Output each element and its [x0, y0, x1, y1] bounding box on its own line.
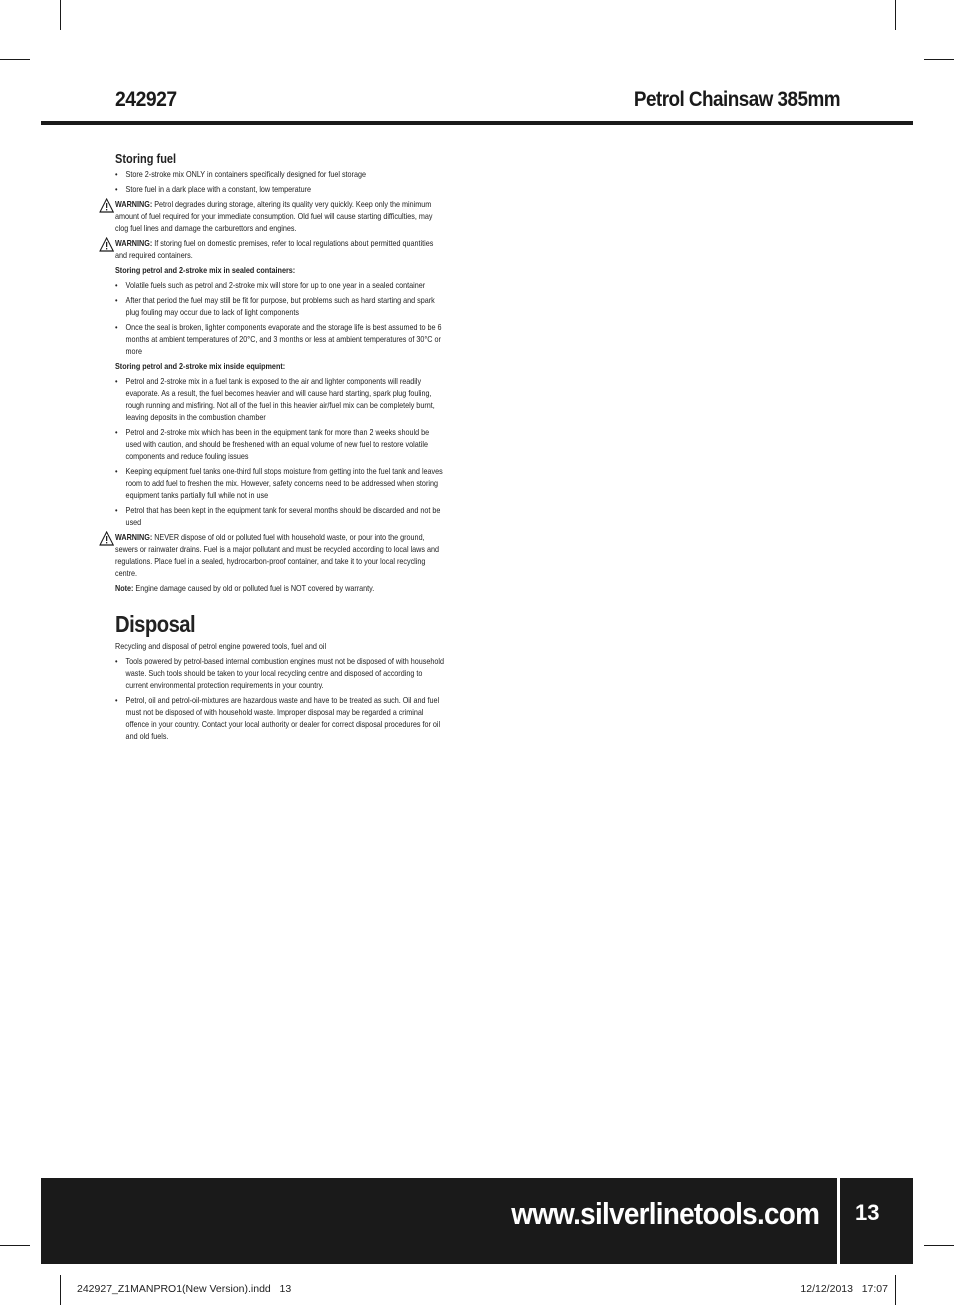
disposal-intro: Recycling and disposal of petrol engine powered tools, fuel and oil: [115, 642, 327, 651]
warning-triangle-icon: [99, 237, 114, 252]
content-column: [115, 152, 445, 746]
print-slug-file: 242927_Z1MANPRO1(New Version).indd 13: [77, 1283, 292, 1295]
list-item: • Tools powered by petrol-based internal combustion engines must not be disposed of with household waste. Such tools should be taken to your local recycling centre and disposed of according to current environmental protection requirements in your country.: [115, 656, 445, 692]
sealed-bullets: [115, 280, 445, 358]
crop-mark: [60, 1275, 61, 1305]
model-number: 242927: [115, 88, 177, 111]
list-item: • Petrol and 2-stroke mix in a fuel tank is exposed to the air and lighter components will readily evaporate. As a result, the fuel becomes heavier and will cause hard starting, spark plug fouling, rough running and misfiring. Not all of the fuel in this heavier air/fuel mix can be completely burnt, leaving deposits in the combustion chamber: [115, 376, 445, 424]
crop-mark: [924, 59, 954, 60]
list-item: • Keeping equipment fuel tanks one-third full stops moisture from getting into the fuel tank and leaves room to add fuel to freshen the mix. However, safety concerns need to be addressed when storing equipment tanks partially full while not in use: [115, 466, 445, 502]
warning-block: [115, 199, 445, 235]
list-item: • Petrol and 2-stroke mix which has been in the equipment tank for more than 2 weeks should be used with caution, and should be freshened with an equal volume of new fuel to restore volatile components and reduce fouling issues: [115, 427, 445, 463]
list-item: • Volatile fuels such as petrol and 2-stroke mix will store for up to one year in a sealed container: [115, 280, 445, 292]
page-header: [41, 85, 913, 125]
disposal-heading: Disposal: [115, 611, 196, 637]
footer-divider: [837, 1178, 840, 1264]
warning-block: [115, 532, 445, 580]
note-block: [115, 583, 445, 595]
list-item: • Petrol, oil and petrol-oil-mixtures are hazardous waste and have to be treated as such. Oil and fuel must not be disposed of with household waste. Improper disposal may be regarded a criminal offence in your country. Contact your local authority or dealer for correct disposal procedures for oil and old fuels.: [115, 695, 445, 743]
footer-band: [41, 1178, 913, 1264]
list-item: • Petrol that has been kept in the equipment tank for several months should be discarded and not be used: [115, 505, 445, 529]
crop-mark: [0, 59, 30, 60]
page-number: 13: [855, 1200, 880, 1225]
inside-equipment-heading: Storing petrol and 2-stroke mix inside equipment:: [115, 362, 286, 371]
warning-label: WARNING:: [115, 200, 153, 209]
list-item: • Store fuel in a dark place with a constant, low temperature: [115, 184, 445, 196]
warning-triangle-icon: [99, 531, 114, 546]
warning-block: [115, 238, 445, 262]
list-item: • Store 2-stroke mix ONLY in containers specifically designed for fuel storage: [115, 169, 445, 181]
storing-bullets: [115, 169, 445, 196]
list-item: • After that period the fuel may still be fit for purpose, but problems such as hard starting and spark plug fouling may occur due to lack of light components: [115, 295, 445, 319]
product-title: Petrol Chainsaw 385mm: [633, 88, 840, 111]
sealed-containers-heading: Storing petrol and 2-stroke mix in sealed containers:: [115, 266, 296, 275]
note-label: Note:: [115, 584, 134, 593]
crop-mark: [895, 0, 896, 30]
crop-mark: [895, 1275, 896, 1305]
warning-text: Petrol degrades during storage, altering its quality very quickly. Keep only the minimum amount of fuel required for your immediate consumption. Old fuel will cause starting difficulties, may clog fuel lines and damage the carburettors and engines.: [115, 200, 433, 233]
print-slug-datetime: 12/12/2013 17:07: [800, 1283, 888, 1295]
list-item: • Once the seal is broken, lighter components evaporate and the storage life is best assumed to be 6 months at ambient temperatures of 20°C, and 3 months or less at ambient temperatures of 30°C or more: [115, 322, 445, 358]
website-url: www.silverlinetools.com: [511, 1196, 819, 1231]
warning-label: WARNING:: [115, 533, 153, 542]
equipment-bullets: [115, 376, 445, 529]
crop-mark: [924, 1245, 954, 1246]
warning-text: NEVER dispose of old or polluted fuel with household waste, or pour into the ground, sewers or rainwater drains. Fuel is a major pollutant and must be recycled according to local laws and regulations. Place fuel in a sealed, hydrocarbon-proof container, and take it to your local recycling centre.: [115, 533, 439, 578]
disposal-bullets: [115, 656, 445, 743]
warning-label: WARNING:: [115, 239, 153, 248]
crop-mark: [60, 0, 61, 30]
warning-text: If storing fuel on domestic premises, refer to local regulations about permitted quantities and required containers.: [115, 239, 434, 260]
note-text: Engine damage caused by old or polluted fuel is NOT covered by warranty.: [133, 584, 375, 593]
storing-fuel-heading: Storing fuel: [115, 152, 177, 166]
warning-triangle-icon: [99, 198, 114, 213]
crop-mark: [0, 1245, 30, 1246]
